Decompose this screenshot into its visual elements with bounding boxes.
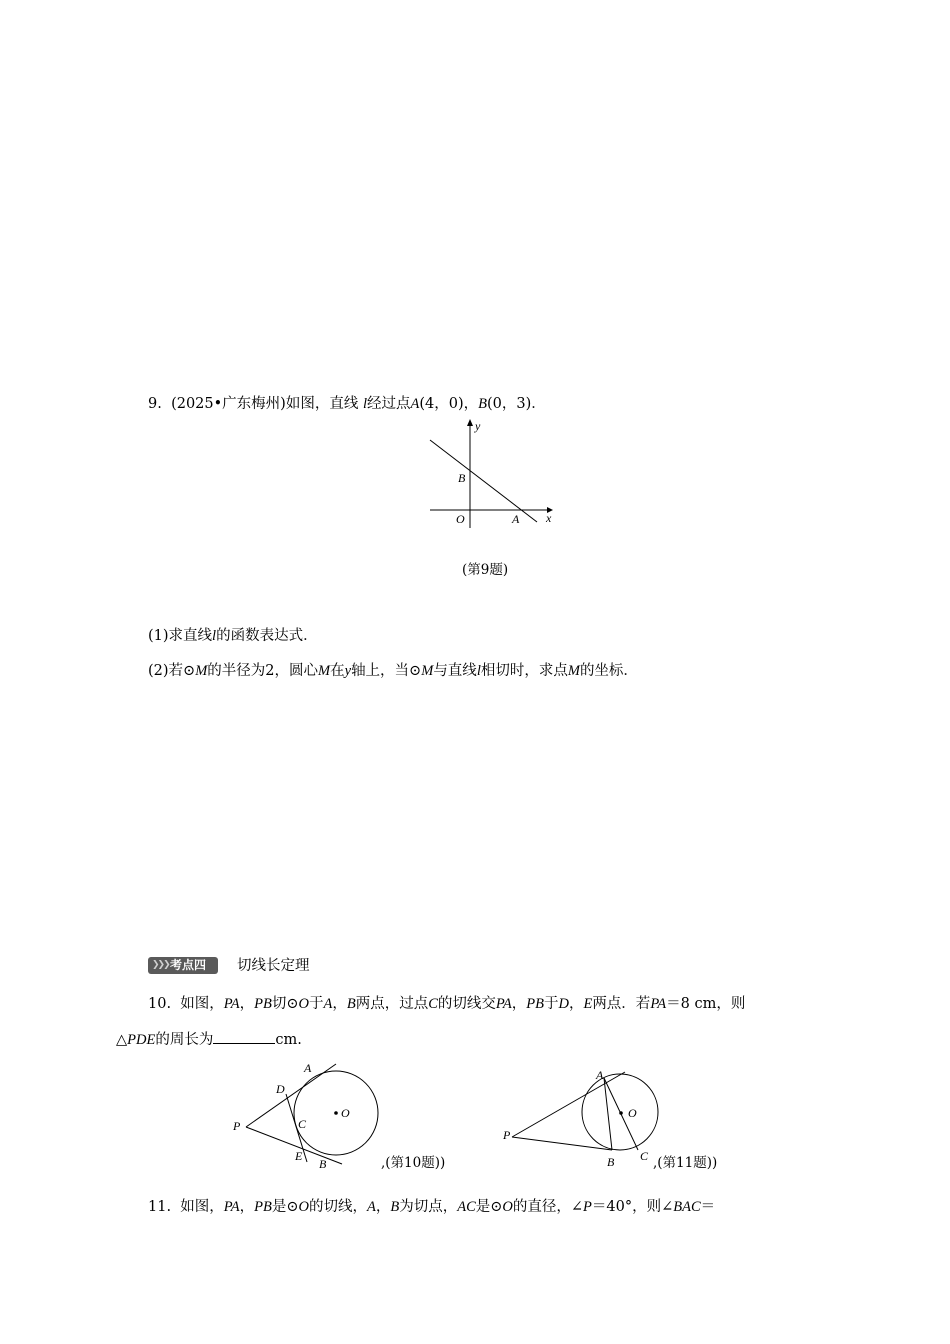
label-P: P [503,1128,511,1142]
q11-stem: 11. 如图，PA，PB是⊙O的切线，A，B为切点，AC是⊙O的直径，∠P＝40°，则∠BAC＝ [148,1199,716,1215]
tangent-PB [512,1137,612,1150]
q11-figure [500,1066,670,1174]
chord-AB [604,1078,612,1150]
label-y: y [475,419,481,433]
q9-figure [425,418,565,533]
q9-part2: (2)若⊙M的半径为2，圆心M在y轴上，当⊙M与直线l相切时，求点M的坐标． [148,663,638,679]
q9-number: 9. [148,396,162,412]
label-O: O [628,1106,637,1120]
label-B: B [458,471,466,485]
section-badge: ❯❯❯ 考点四 [148,957,218,974]
label-A: A [512,512,520,526]
label-C: C [640,1149,649,1163]
tangent-PB [246,1127,342,1164]
y-axis-arrow [467,419,473,426]
q10-stem-line2: △PDE的周长为 cm. [116,1029,302,1050]
label-A: A [304,1061,312,1075]
center-O-dot [334,1111,338,1115]
tangent-PA [512,1072,625,1137]
label-B: B [319,1157,327,1170]
answer-blank [213,1029,275,1044]
label-D: D [276,1082,285,1096]
label-C: C [298,1117,307,1131]
q10-figure [228,1058,388,1170]
label-A: A [596,1068,604,1082]
q11-number: 11. [148,1199,172,1215]
q10-stem-line1: 10. 如图，PA，PB切⊙O于A，B两点，过点C的切线交PA，PB于D，E两点．若PA＝8 cm，则 [148,996,746,1012]
q9-source: (2025•广东梅州) [171,396,286,412]
section-title: 切线长定理 [237,958,310,974]
label-O: O [456,512,465,526]
center-O-dot [619,1111,623,1115]
label-E: E [295,1149,303,1163]
q11-caption: ,(第11题)) [653,1155,718,1171]
label-P: P [233,1119,241,1133]
chevrons-icon: ❯❯❯ [152,960,169,970]
tangent-PA [246,1064,336,1127]
q10-number: 10. [148,996,172,1012]
label-x: x [546,511,552,525]
label-O: O [341,1106,350,1120]
q9-caption: (第9题) [462,562,509,578]
q9-stem: 9. (2025•广东梅州)如图，直线 l经过点A(4，0)，B(0，3)． [148,396,546,412]
q10-caption: ,(第10题)) [381,1155,446,1171]
label-B: B [607,1155,615,1169]
q9-part1: (1)求直线l的函数表达式． [148,628,318,644]
